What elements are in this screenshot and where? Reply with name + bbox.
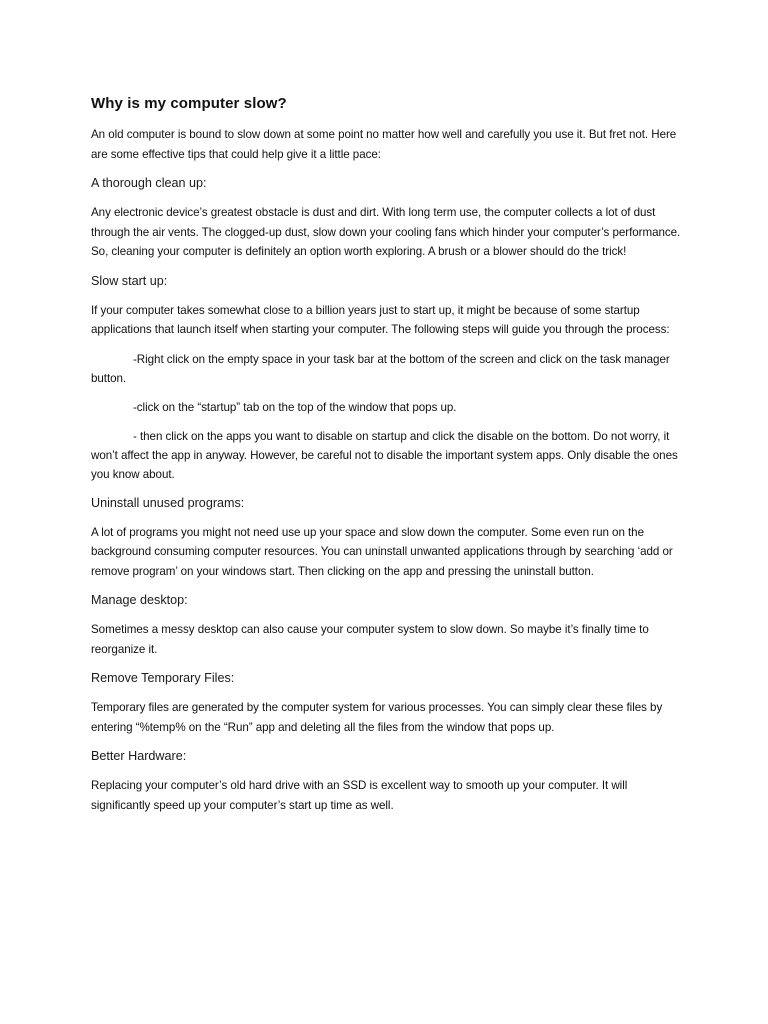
intro-paragraph: An old computer is bound to slow down at some point no matter how well and carefully you use it. But fret not. Here are some effective tips that could help give it a little pace: xyxy=(91,128,677,161)
document-page xyxy=(91,94,681,825)
section-paragraph: Temporary files are generated by the computer system for various processes. You can simply clear these files by entering “%temp% on the “Run” app and deleting all the files from the window that pops up. xyxy=(91,701,663,734)
section-temporary-files xyxy=(91,669,681,737)
step-item: - then click on the apps you want to disable on startup and click the disable on the bottom. Do not worry, it won’t affect the app in anyway. However, be careful not to disable the important system apps. Only disable the ones you know about. xyxy=(91,429,678,481)
section-slow-start-up xyxy=(91,272,681,484)
section-paragraph: Replacing your computer’s old hard drive with an SSD is excellent way to smooth up your computer. It will significantly speed up your computer’s start up time as well. xyxy=(91,779,628,812)
step-item: -Right click on the empty space in your task bar at the bottom of the screen and click on the task manager button. xyxy=(91,352,670,385)
section-heading: Slow start up: xyxy=(91,273,168,288)
section-heading: Remove Temporary Files: xyxy=(91,671,235,685)
document-title: Why is my computer slow? xyxy=(91,95,287,112)
section-heading: Manage desktop: xyxy=(91,593,188,607)
section-paragraph: If your computer takes somewhat close to a billion years just to start up, it might be because of some startup applications that launch itself when starting your computer. The following steps will guide you through the process: xyxy=(91,303,670,336)
section-clean-up xyxy=(91,174,681,262)
section-uninstall-programs xyxy=(91,494,681,582)
section-paragraph: Sometimes a messy desktop can also cause your computer system to slow down. So maybe it’s finally time to reorganize it. xyxy=(91,623,649,656)
section-better-hardware xyxy=(91,747,681,815)
section-paragraph: Any electronic device’s greatest obstacle is dust and dirt. With long term use, the computer collects a lot of dust through the air vents. The clogged-up dust, slow down your cooling fans which hinder your computer’s performance. So, cleaning your computer is definitely an option worth exploring. A brush or a blower should do the trick! xyxy=(91,206,681,258)
section-heading: Better Hardware: xyxy=(91,749,187,763)
section-heading: A thorough clean up: xyxy=(91,176,207,190)
section-paragraph: A lot of programs you might not need use up your space and slow down the computer. Some even run on the background consuming computer resources. You can uninstall unwanted applications through by searching ‘add or remove program’ on your windows start. Then clicking on the app and pressing the uninstall button. xyxy=(91,525,673,578)
step-item: -click on the “startup” tab on the top of the window that pops up. xyxy=(133,400,457,414)
section-manage-desktop xyxy=(91,591,681,659)
section-heading: Uninstall unused programs: xyxy=(91,495,245,510)
